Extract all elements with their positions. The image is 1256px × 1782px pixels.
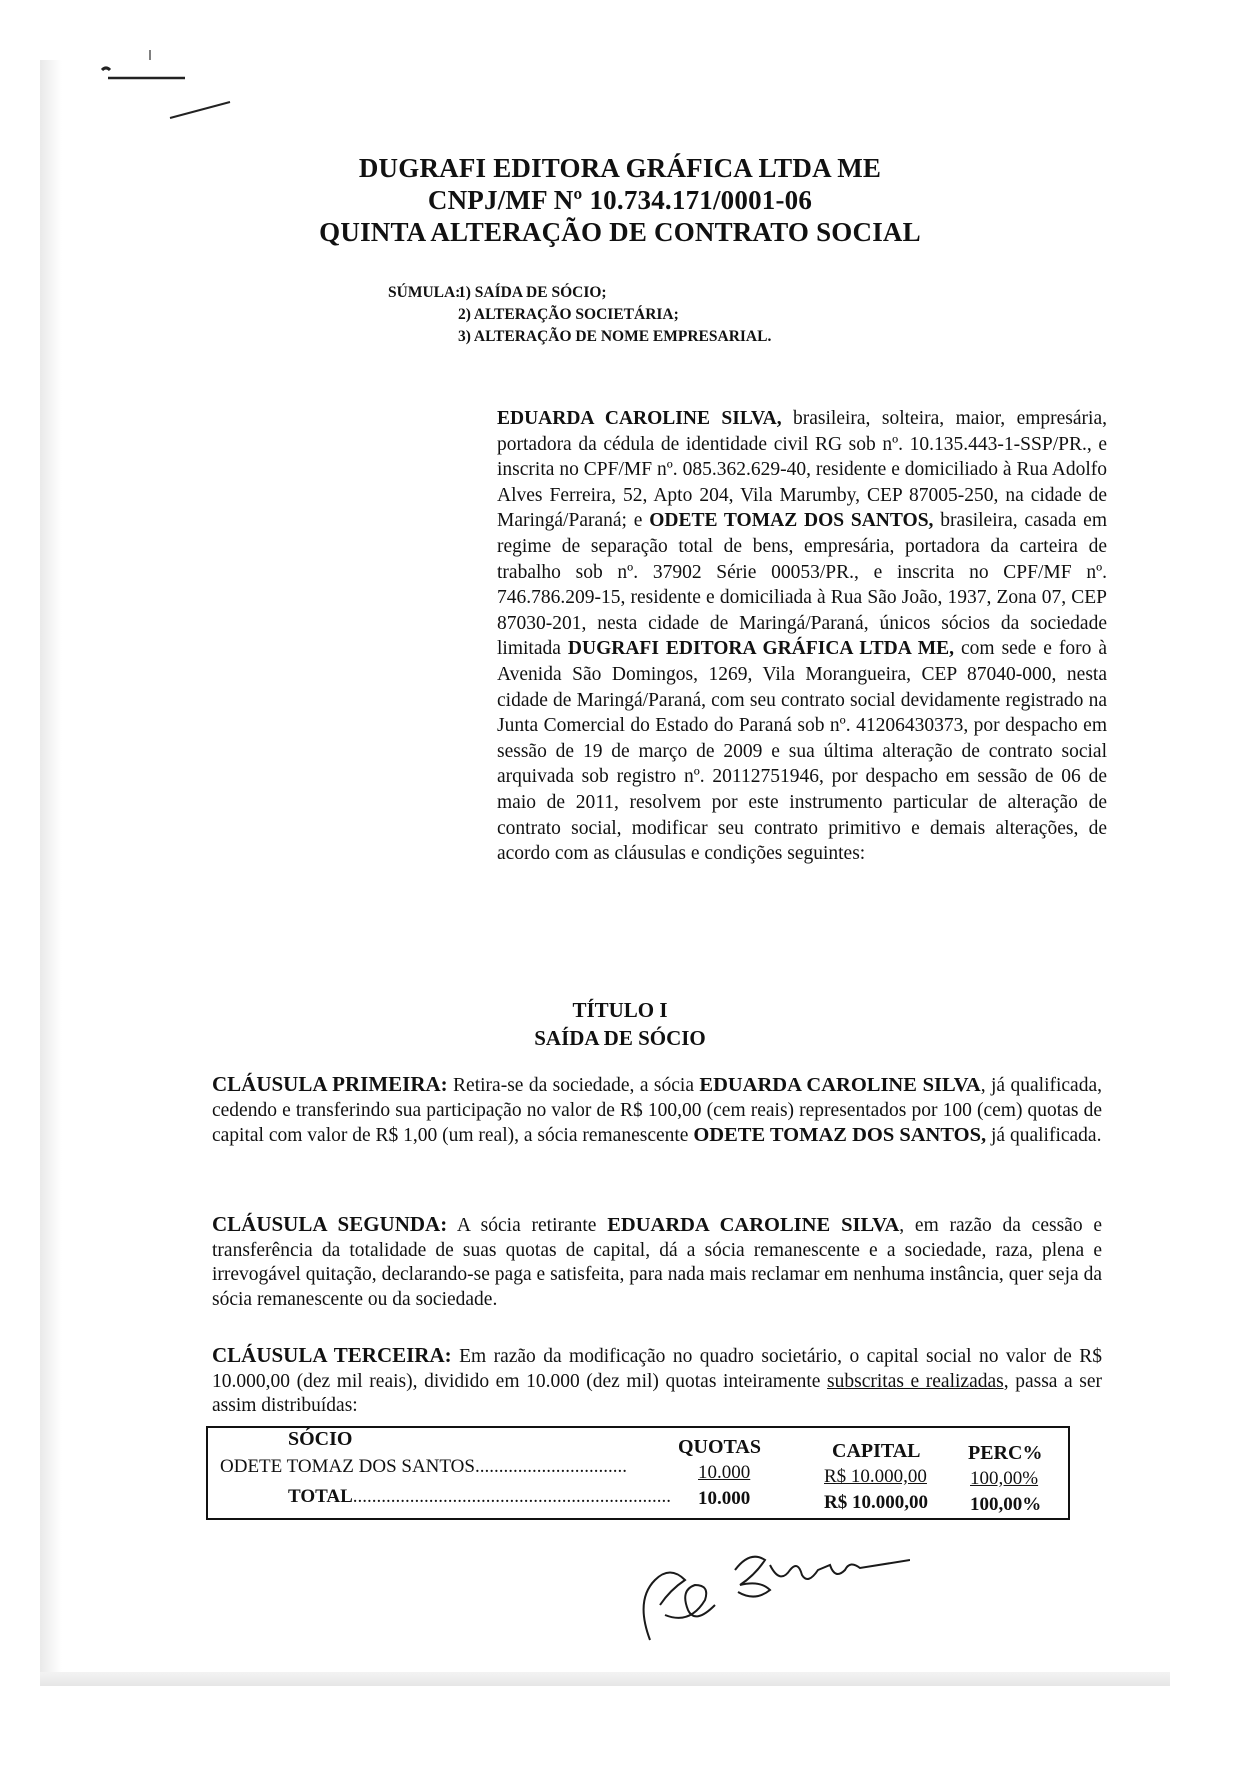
row-quotas: 10.000 (698, 1462, 751, 1483)
clause-heading: CLÁUSULA PRIMEIRA: (212, 1072, 448, 1096)
table-row (208, 1456, 1068, 1489)
signatures (630, 1530, 910, 1650)
header-socio: SÓCIO (288, 1428, 353, 1450)
intro-paragraph (497, 406, 1107, 867)
clause-text: , em razão da cessão e transferência da totalidade de suas quotas de capital, dá a sócia remanescente e a sociedade, raza, plena e irrevogável quitação, declarando-se paga e satisfeita, para nada mais reclamar em nenhuma instância, quer seja da sócia remanescente ou da sociedade. (212, 1215, 1103, 1310)
section-title (470, 996, 770, 1052)
clause-text: Retira-se da sociedade, a sócia (447, 1075, 700, 1096)
signature-2 (735, 1557, 910, 1597)
sumula-item: 3) ALTERAÇÃO DE NOME EMPRESARIAL. (458, 328, 772, 345)
total-perc: 100,00% (970, 1494, 1042, 1515)
clause-text: já qualificada. (986, 1125, 1102, 1146)
socio-name: ODETE TOMAZ DOS SANTOS (220, 1456, 475, 1477)
clause-heading: CLÁUSULA TERCEIRA: (212, 1343, 452, 1367)
total-label: TOTAL (288, 1486, 353, 1507)
sumula-item: 2) ALTERAÇÃO SOCIETÁRIA; (458, 306, 679, 323)
row-socio-name (220, 1456, 627, 1478)
table-total-row (208, 1486, 1068, 1514)
scan-marks (90, 40, 250, 130)
clause-text: A sócia retirante (447, 1215, 608, 1236)
clause-second (212, 1212, 1102, 1312)
partner-name: ODETE TOMAZ DOS SANTOS, (649, 510, 934, 532)
title-subject: SAÍDA DE SÓCIO (534, 1026, 706, 1050)
row-perc: 100,00% (970, 1468, 1039, 1489)
clause-first (212, 1072, 1102, 1149)
partner-name: EDUARDA CAROLINE SILVA (607, 1214, 900, 1236)
quota-distribution-table (206, 1426, 1070, 1520)
header-perc: PERC% (968, 1442, 1043, 1464)
partner-name: EDUARDA CAROLINE SILVA, (497, 408, 782, 429)
cnpj-number: CNPJ/MF Nº 10.734.171/0001-06 (427, 185, 813, 215)
row-capital: R$ 10.000,00 (824, 1466, 927, 1487)
clause-text: Em razão da modificação no quadro societário, o capital social no valor de R$ 10.000,00 (dez mil reais), dividido em 10.000 (dez mil) quotas inteiramente (212, 1346, 1102, 1392)
title-number: TÍTULO I (572, 998, 668, 1022)
leader-dots: ................................................................... (352, 1486, 672, 1507)
row-total-label (288, 1486, 671, 1508)
sumula-label: SÚMULA: (388, 284, 461, 301)
document-title: QUINTA ALTERAÇÃO DE CONTRATO SOCIAL (319, 217, 921, 247)
scan-shadow-bottom (40, 1672, 1170, 1686)
clause-text: subscritas e realizadas, (827, 1370, 1009, 1392)
intro-text: brasileira, solteira, maior, empresária, portadora da cédula de identidade civil RG sob nº. 10.135.443-1-SSP/PR., e inscrita no CPF/MF nº. 085.362.629-40, residente e domiciliado à Rua Adolfo Alves Ferreira, 52, Apto 204, Vila Marumby, CEP 87005-250, na cidade de Maringá/Paraná; e (497, 408, 1107, 532)
clause-third (212, 1343, 1102, 1419)
header-capital: CAPITAL (832, 1440, 921, 1462)
clause-text: , já qualificada, cedendo e transferindo sua participação no valor de R$ 100,00 (cem reais) representados por 100 (cem) quotas de capital com valor de R$ 1,00 (um real), a sócia remanescente (212, 1075, 1102, 1146)
sumula-block (388, 282, 771, 348)
clause-text: passa a ser assim distribuídas: (212, 1370, 1102, 1416)
signature-1 (644, 1573, 715, 1641)
total-capital: R$ 10.000,00 (824, 1492, 928, 1513)
header-quotas: QUOTAS (678, 1436, 761, 1458)
partner-name: ODETE TOMAZ DOS SANTOS, (693, 1124, 987, 1146)
intro-text: com sede e foro à Avenida São Domingos, 1269, Vila Morangueira, CEP 87040-000, nesta cidade de Maringá/Paraná, com seu contrato social devidamente registrado na Junta Comercial do Estado do Paraná sob nº. 41206430373, por despacho em sessão de 19 de março de 2009 e sua última alteração de contrato social arquivada sob registro nº. 20112751946, por despacho em sessão de 06 de maio de 2011, resolvem por este instrumento particular de alteração de contrato social, modificar seu contrato primitivo e demais alterações, de acordo com as cláusulas e condições seguintes: (497, 638, 1107, 865)
leader-dots: ................................ (474, 1456, 627, 1477)
company-name-inline: DUGRAFI EDITORA GRÁFICA LTDA ME, (567, 638, 954, 660)
intro-text: brasileira, casada em regime de separação total de bens, empresária, portadora da carteira de trabalho sob nº. 37902 Série 00053/PR., e inscrita no CPF/MF nº. 746.786.209-15, residente e domiciliada à Rua São João, 1937, Zona 07, CEP 87030-201, nesta cidade de Maringá/Paraná, únicos sócios da sociedade limitada (497, 510, 1107, 660)
company-name: DUGRAFI EDITORA GRÁFICA LTDA ME (358, 153, 882, 183)
partner-name: EDUARDA CAROLINE SILVA (699, 1074, 981, 1096)
sumula-item: 1) SAÍDA DE SÓCIO; (458, 284, 607, 301)
table-header-row (208, 1428, 1068, 1464)
total-quotas: 10.000 (698, 1488, 751, 1509)
scan-shadow-edge (40, 60, 62, 1680)
clause-heading: CLÁUSULA SEGUNDA: (212, 1212, 448, 1236)
document-header (300, 152, 940, 248)
